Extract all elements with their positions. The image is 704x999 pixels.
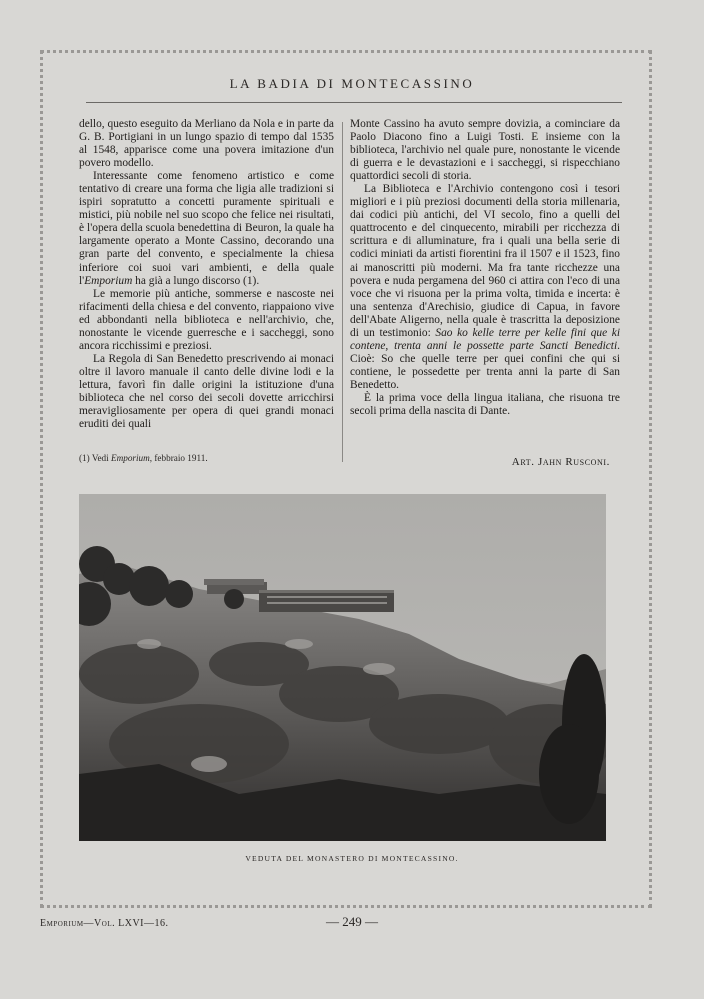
photo-caption: VEDUTA DEL MONASTERO DI MONTECASSINO. xyxy=(245,854,459,863)
right-paragraph-2-text: La Biblioteca e l'Archivio contengono così i tesori migliori e i più preziosi documenti della storia millenaria, dai codici più antichi, del VI secolo, fino a quelli del quattrocento e del cinquecento, mirabili per ricchezza di scrittura e di alluminature, fra i quali una bella serie di codici miniati da artisti fiorentini fra il 1507 e il 1523, fino ai manoscritti più moderni. Ma fra tante ricchezze una povera e nuda pergamena del 960 ci attira con l'eco di una voce che vi risuona per la prima volta, timida e incerta: è una sentenza d'Arechisio, giudice di Capua, in favore dell'Abate Aligerno, nella quale è trascritta la deposizione di un testimonio: xyxy=(350,183,620,339)
left-paragraph-2 xyxy=(79,170,334,287)
footnote xyxy=(79,453,334,463)
header-rule xyxy=(86,102,622,103)
column-divider xyxy=(342,122,343,462)
right-paragraph-2 xyxy=(350,183,620,392)
right-paragraph-2-end: . Cioè: So che quelle terre per quei confini che qui si contiene, le possedette per trenta anni la parte di San Benedetto. xyxy=(350,339,620,391)
right-paragraph-1: Monte Cassino ha avuto sempre dovizia, a cominciare da Paolo Diacono fino a Luigi Tosti. E insieme con la biblioteca, l'archivio nel quale pure, nonostante le vicende di guerra e le devastazioni e i saccheggi, si rispecchiano quattordici secoli di storia. xyxy=(350,118,620,183)
left-paragraph-3: Le memorie più antiche, sommerse e nascoste nei rifacimenti della chiesa e del convento, riappaiono vive ed abbondanti nella biblioteca e nell'archivio, che, nonostante le vicende guerresche e i saccheggi, sono ancora ricchissimi e preziosi. xyxy=(79,287,334,352)
left-paragraph-1: dello, questo eseguito da Merliano da Nola e in parte da G. B. Portigiani in un lungo spazio di tempo dal 1535 al 1548, apparisce come una povera imitazione d'un povero modello. xyxy=(79,118,334,170)
left-paragraph-2-text: Interessante come fenomeno artistico e come tentativo di creare una forma che ligia alle tradizioni si ispiri sopratutto a concetti puramente spirituali e mistici, più nobile nel suo scopo che felice nei risultati, è l'opera della scuola benedettina di Beuron, la quale ha largamente operato a Monte Cassino, decorando una gran parte del convento, e specialmente la chiesa inferiore coi suoi vari ambienti, e della quale l' xyxy=(79,170,334,287)
monastery-photo-illustration xyxy=(79,494,606,841)
running-head: LA BADIA DI MONTECASSINO xyxy=(229,76,475,91)
left-paragraph-4: La Regola di San Benedetto prescrivendo ai monaci oltre il lavoro manuale il canto delle divine lodi e la lettura, favorì fin dalle origini la istituzione d'una biblioteca che nel corso dei secoli dovette arricchirsi meravigliosamente per opera di quei grandi monaci eruditi dei quali xyxy=(79,352,334,431)
right-paragraph-3: È la prima voce della lingua italiana, che risuona tre secoli prima della nascita di Dante. xyxy=(350,391,620,418)
monastery-photograph xyxy=(79,494,606,841)
footnote-prefix: (1) Vedi xyxy=(79,453,111,463)
left-column xyxy=(79,118,334,431)
left-paragraph-2-end: ha già a lungo discorso (1). xyxy=(132,274,260,287)
left-paragraph-2-italic: Emporium xyxy=(84,274,133,287)
right-column xyxy=(350,118,620,418)
footnote-italic: Emporium xyxy=(110,453,150,463)
footnote-suffix: , febbraio 1911. xyxy=(149,453,208,463)
journal-reference: Emporium—Vol. LXVI—16. xyxy=(40,918,169,929)
page-number: — 249 — xyxy=(326,914,378,929)
right-paragraph-2-italic: Sao ko kelle terre per kelle fini que ki contene, trenta anni le possette parte Sancti Benedicti xyxy=(350,326,620,352)
author-signature: Art. Jahn Rusconi. xyxy=(511,456,610,468)
